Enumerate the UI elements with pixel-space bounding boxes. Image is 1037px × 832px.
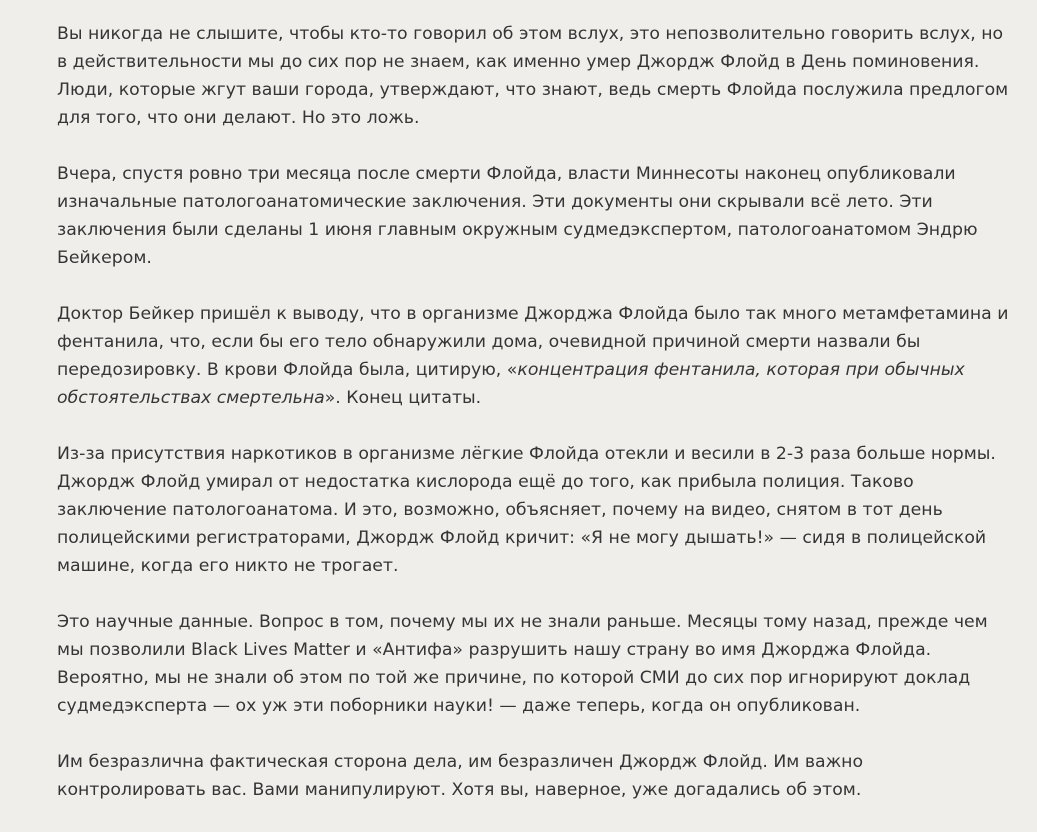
text-line bbox=[57, 188, 1032, 216]
text-line bbox=[57, 328, 1032, 356]
text-segment: Из-за присутствия наркотиков в организме лёгкие Флойда отекли и весили в 2-3 раза больше нормы. bbox=[57, 444, 996, 464]
text-line bbox=[57, 20, 1032, 48]
text-line bbox=[57, 216, 1032, 244]
text-line bbox=[57, 608, 1032, 636]
article-paragraph bbox=[57, 160, 1032, 272]
text-segment: судмедэксперта — ох уж эти поборники науки! — даже теперь, когда он опубликован. bbox=[57, 696, 861, 716]
article-paragraph bbox=[57, 20, 1032, 132]
text-segment: изначальные патологоанатомические заключения. Эти документы они скрывали всё лето. Эти bbox=[57, 192, 933, 212]
text-segment: фентанила, что, если бы его тело обнаружили дома, очевидной причиной смерти назвали бы bbox=[57, 332, 921, 352]
text-line bbox=[57, 776, 1032, 804]
text-line bbox=[57, 356, 1032, 384]
text-line bbox=[57, 160, 1032, 188]
text-line bbox=[57, 524, 1032, 552]
text-segment: контролировать вас. Вами манипулируют. Хотя вы, наверное, уже догадались об этом. bbox=[57, 780, 862, 800]
text-line bbox=[57, 244, 1032, 272]
text-line bbox=[57, 76, 1032, 104]
text-segment: заключения были сделаны 1 июня главным окружным судмедэкспертом, патологоанатомом Эндрю bbox=[57, 220, 978, 240]
italic-quote: обстоятельствах смертельна bbox=[57, 388, 325, 408]
text-segment: полицейскими регистраторами, Джордж Флойд кричит: «Я не могу дышать!» — сидя в полицейской bbox=[57, 528, 987, 548]
text-segment: ». Конец цитаты. bbox=[324, 388, 482, 408]
text-line bbox=[57, 384, 1032, 412]
text-segment: Вчера, спустя ровно три месяца после смерти Флойда, власти Миннесоты наконец опубликовали bbox=[57, 164, 956, 184]
text-line bbox=[57, 300, 1032, 328]
article-body bbox=[57, 20, 1032, 832]
text-line bbox=[57, 468, 1032, 496]
italic-quote: концентрация фентанила, которая при обычных bbox=[517, 360, 965, 380]
text-line bbox=[57, 664, 1032, 692]
text-segment: передозировку. В крови Флойда была, цитирую, « bbox=[57, 360, 518, 380]
text-line bbox=[57, 496, 1032, 524]
article-paragraph bbox=[57, 300, 1032, 412]
article-paragraph bbox=[57, 440, 1032, 580]
text-line bbox=[57, 748, 1032, 776]
text-line bbox=[57, 552, 1032, 580]
text-line bbox=[57, 104, 1032, 132]
text-segment: в действительности мы до сих пор не знаем, как именно умер Джордж Флойд в День поминовения. bbox=[57, 52, 980, 72]
text-segment: Люди, которые жгут ваши города, утверждают, что знают, ведь смерть Флойда послужила предлогом bbox=[57, 80, 1009, 100]
article-paragraph bbox=[57, 608, 1032, 720]
text-segment: Вероятно, мы не знали об этом по той же причине, по которой СМИ до сих пор игнорируют доклад bbox=[57, 668, 971, 688]
text-line bbox=[57, 440, 1032, 468]
text-segment: Доктор Бейкер пришёл к выводу, что в организме Джорджа Флойда было так много метамфетамина и bbox=[57, 304, 1009, 324]
text-line bbox=[57, 48, 1032, 76]
text-segment: мы позволили Black Lives Matter и «Антифа» разрушить нашу страну во имя Джорджа Флойда. bbox=[57, 640, 932, 660]
text-line bbox=[57, 636, 1032, 664]
text-segment: Бейкером. bbox=[57, 248, 152, 268]
text-line bbox=[57, 692, 1032, 720]
text-segment: Вы никогда не слышите, чтобы кто-то говорил об этом вслух, это непозволительно говорить вслух, но bbox=[57, 24, 1004, 44]
text-segment: Им безразлична фактическая сторона дела, им безразличен Джордж Флойд. Им важно bbox=[57, 752, 864, 772]
text-segment: Джордж Флойд умирал от недостатка кислорода ещё до того, как прибыла полиция. Таково bbox=[57, 472, 914, 492]
article-paragraph bbox=[57, 748, 1032, 804]
text-segment: Это научные данные. Вопрос в том, почему мы их не знали раньше. Месяцы тому назад, прежде чем bbox=[57, 612, 988, 632]
text-segment: заключение патологоанатома. И это, возможно, объясняет, почему на видео, снятом в тот день bbox=[57, 500, 943, 520]
text-segment: для того, что они делают. Но это ложь. bbox=[57, 108, 420, 128]
text-segment: машине, когда его никто не трогает. bbox=[57, 556, 399, 576]
